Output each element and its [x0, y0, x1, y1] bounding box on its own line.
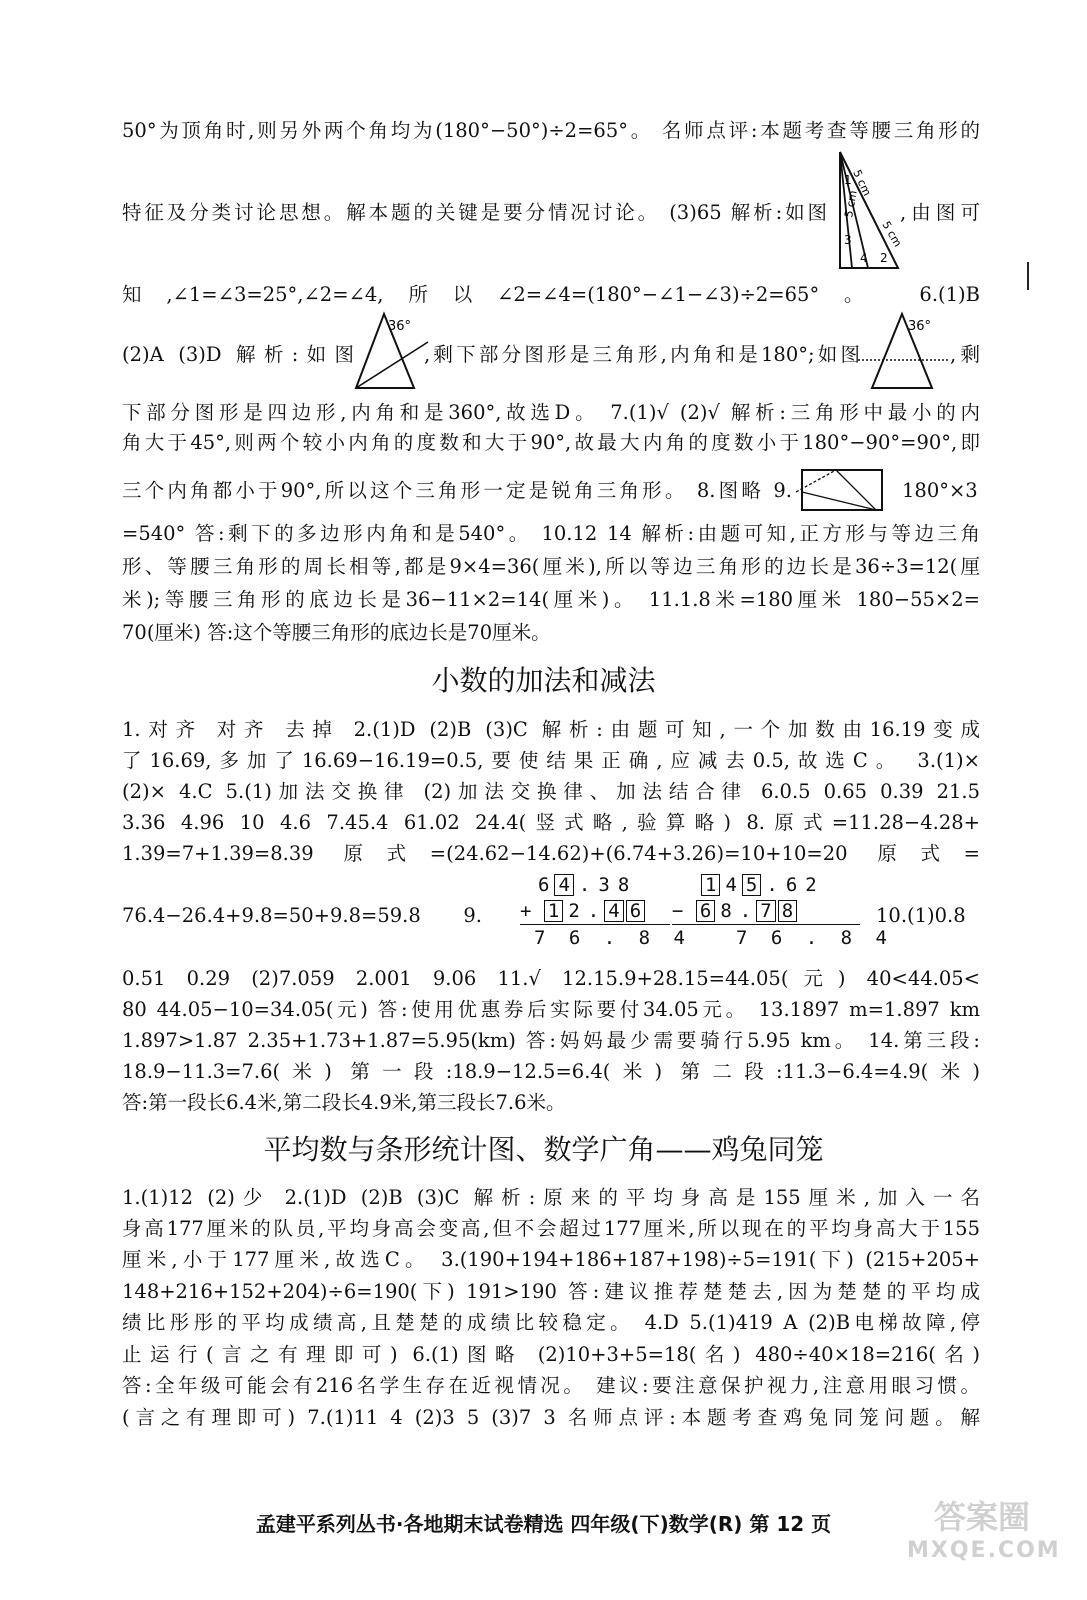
operator-sign: − — [672, 900, 695, 922]
text-line-l28: 止运行(言之有理即可) 6.(1)图略 (2)10+3+5=18(名) 480÷40×18=216(名) — [122, 1343, 980, 1366]
text-line-l6: 角大于45°,则两个较小内角的度数和大于90°,故最大内角的度数小于180°−90°=90°,即 — [122, 431, 980, 454]
digit: 2 — [805, 874, 817, 896]
text-line-l4b: ,剩下部分图形是三角形,内角和是180°;如图 — [424, 343, 860, 366]
text-line-l5: 下部分图形是四边形,内角和是360°,故选D。 7.(1)√ (2)√ 解析:三角形中最小的内 — [122, 401, 980, 424]
digit: 8 — [617, 874, 630, 896]
angle-label-1: 1 — [844, 173, 852, 187]
watermark-url: MXQE.COM — [907, 1538, 1061, 1563]
angle-label-36-a: 36° — [388, 319, 412, 334]
text-line-l14: (2)× 4.C 5.(1)加法交换律 (2)加法交换律、加法结合律 6.0.5 0.65 0.39 21.5 — [122, 780, 980, 803]
vertical-addition — [520, 872, 691, 951]
text-line-l19: 80 44.05−10=34.05(元) 答:使用优惠券后实际要付34.05元。 13.1897 m=1.897 km — [122, 998, 980, 1021]
subtraction-result: 7 6 . 8 4 — [736, 927, 893, 949]
watermark-logo-text: 答案圈 — [933, 1498, 1030, 1536]
text-line-l23: 1.(1)12 (2)少 2.(1)D (2)B (3)C 解析:原来的平均身高是155厘米,加入一名 — [122, 1186, 980, 1209]
text-line-l21: 18.9−11.3=7.6(米) 第一段:18.9−12.5=6.4(米) 第二段:11.3−6.4=4.9(米) — [122, 1060, 980, 1083]
text-line-l2b: ,由图可 — [900, 201, 980, 224]
text-line-l17b: 10.(1)0.8 — [876, 904, 966, 927]
text-line-l7a: 三个内角都小于90°,所以这个三角形一定是锐角三角形。 8.图略 9. — [122, 479, 792, 502]
angle-label-4: 4 — [860, 251, 868, 265]
digit: 8 — [778, 900, 797, 922]
text-line-l1: 50°为顶角时,则另外两个角均为(180°−50°)÷2=65°。 名师点评:本题考查等腰三角形的 — [122, 119, 980, 142]
text-line-l4c: ,剩 — [950, 343, 980, 366]
text-line-l24: 身高177厘米的队员,平均身高会变高,但不会超过177厘米,所以现在的平均身高大于155 — [122, 1217, 980, 1240]
digit: 3 — [598, 874, 610, 896]
digit: 4 — [604, 900, 623, 922]
side-label-5cm-b: 5 cm — [842, 189, 860, 219]
digit: 5 — [742, 874, 761, 896]
digit: . — [578, 874, 591, 896]
text-line-l9: 形、等腰三角形的周长相等,都是9×4=36(厘米),所以等边三角形的边长是36÷3=12(厘 — [122, 555, 980, 578]
side-label-5cm-c: 5 cm — [879, 219, 905, 250]
digit: 2 — [568, 900, 580, 922]
text-line-l25: 厘米,小于177厘米,故选C。 3.(190+194+186+187+198)÷5=191(下) (215+205+ — [122, 1248, 980, 1271]
angle-label-3: 3 — [844, 233, 852, 247]
section-heading-decimal: 小数的加法和减法 — [431, 664, 656, 697]
operator-sign: + — [520, 900, 543, 922]
text-line-l10: 米);等腰三角形的底边长是36−11×2=14(厘米)。 11.1.8米=180厘米 180−55×2= — [122, 588, 980, 611]
text-line-l26: 148+216+152+204)÷6=190(下) 191>190 答:建议推荐楚楚去,因为楚楚的平均成 — [122, 1280, 980, 1303]
text-line-l20: 1.897>1.87 2.35+1.73+1.87=5.95(km) 答:妈妈最少需要骑行5.95 km。 14.第三段: — [122, 1029, 980, 1052]
text-line-l22: 答:第一段长6.4米,第二段长4.9米,第三段长7.6米。 — [122, 1091, 566, 1114]
text-line-l3: 知,∠1=∠3=25°,∠2=∠4,所以∠2=∠4=(180°−∠1−∠3)÷2=65°。 6.(1)B — [122, 283, 980, 306]
text-line-l29: 答:全年级可能会有216名学生存在近视情况。 建议:要注意保护视力,注意用眼习惯。 — [122, 1374, 980, 1397]
digit: 6 — [626, 900, 645, 922]
triangle-figure-angles — [830, 146, 910, 276]
digit: 6 — [538, 874, 550, 896]
digit: . — [739, 900, 752, 922]
text-line-l17a: 76.4−26.4+9.8=50+9.8=59.8 9. — [122, 904, 482, 927]
text-line-l12: 1.对齐 对齐 去掉 2.(1)D (2)B (3)C 解析:由题可知,一个加数由16.19变成 — [122, 718, 980, 741]
rectangle-cut-figure — [796, 468, 884, 514]
text-line-l30: (言之有理即可) 7.(1)11 4 (2)3 5 (3)7 3 名师点评:本题考查鸡兔同笼问题。解 — [122, 1406, 980, 1429]
digit: 1 — [544, 900, 563, 922]
margin-mark — [1027, 262, 1029, 290]
text-line-l16: 1.39=7+1.39=8.39 原式=(24.62−14.62)+(6.74+3.26)=10+10=20 原式= — [122, 842, 980, 865]
digit: 7 — [756, 900, 775, 922]
digit: 4 — [554, 874, 573, 896]
digit: 1 — [701, 874, 720, 896]
angle-label-2: 2 — [880, 251, 888, 265]
side-label-5cm-a: 5 cm — [850, 167, 874, 198]
digit: . — [587, 900, 600, 922]
text-line-l27: 绩比彤彤的平均成绩高,且楚楚的成绩比较稳定。 4.D 5.(1)419 A (2)B电梯故障,停 — [122, 1311, 980, 1334]
text-line-l15: 3.36 4.96 10 4.6 7.45.4 61.02 24.4(竖式略,验算略) 8.原式=11.28−4.28+ — [122, 811, 980, 834]
angle-label-36-b: 36° — [908, 319, 932, 334]
text-line-l11: 70(厘米) 答:这个等腰三角形的底边长是70厘米。 — [122, 621, 551, 644]
digit: 4 — [725, 874, 737, 896]
triangle-cut-figure-2 — [858, 312, 954, 392]
addition-result: 7 6 . 8 4 — [534, 927, 691, 949]
vertical-subtraction — [672, 872, 893, 951]
digit: . — [766, 874, 778, 896]
text-line-l18: 0.51 0.29 (2)7.059 2.001 9.06 11.√ 12.15.9+28.15=44.05(元) 40<44.05< — [122, 967, 980, 990]
digit: 6 — [696, 900, 715, 922]
page-footer: 孟建平系列丛书·各地期末试卷精选 四年级(下)数学(R) 第 12 页 — [255, 1512, 832, 1536]
text-line-l7b: 180°×3 — [902, 479, 978, 502]
text-line-l4a: (2)A (3)D 解析:如图 — [122, 343, 354, 366]
text-line-l8: =540° 答:剩下的多边形内角和是540°。 10.12 14 解析:由题可知,正方形与等边三角 — [122, 522, 980, 545]
text-line-l2: 特征及分类讨论思想。解本题的关键是要分情况讨论。 (3)65 解析:如图 — [122, 201, 827, 224]
section-heading-average: 平均数与条形统计图、数学广角——鸡兔同笼 — [263, 1133, 824, 1166]
text-line-l13: 了16.69,多加了16.69−16.19=0.5,要使结果正确,应减去0.5,故选C。 3.(1)× — [122, 749, 980, 772]
triangle-cut-figure-1 — [354, 312, 432, 392]
watermark — [907, 1492, 1061, 1572]
digit: 8 — [720, 900, 732, 922]
digit: 6 — [785, 874, 798, 896]
